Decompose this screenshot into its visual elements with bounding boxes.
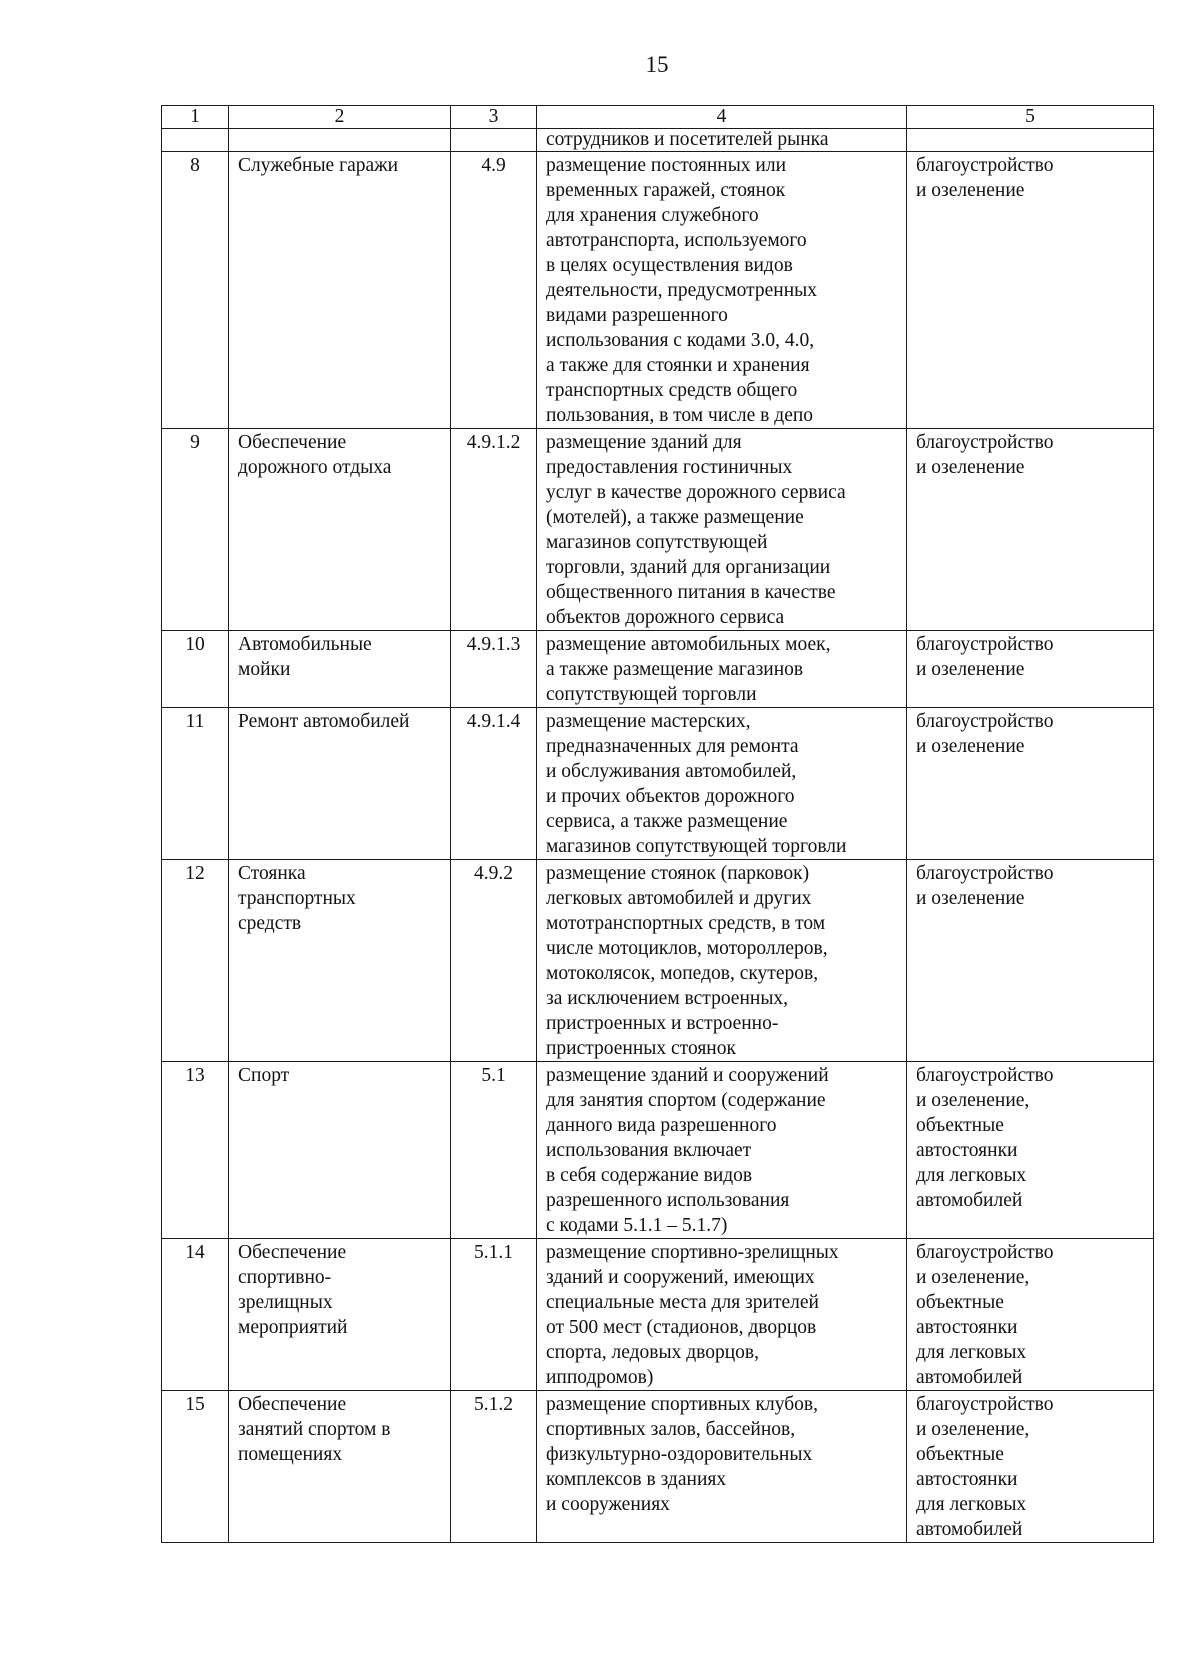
description-line: для хранения служебного	[546, 205, 759, 226]
params-line: для легковых	[916, 1342, 1027, 1363]
params-line: и озеленение	[916, 457, 1025, 478]
description-line: объектов дорожного сервиса	[546, 607, 785, 628]
name-line: Стоянка	[238, 863, 306, 884]
description-line: данного вида разрешенного	[546, 1115, 777, 1136]
row-name-cell	[229, 631, 451, 708]
row-parameters-cell	[907, 429, 1154, 631]
description-line: и прочих объектов дорожного	[546, 786, 795, 807]
description-line: транспортных средств общего	[546, 380, 798, 401]
row-code-cell: 4.9.2	[451, 860, 537, 1062]
description-line: пристроенных и встроенно-	[546, 1013, 779, 1034]
description-line: размещение спортивных клубов,	[546, 1394, 819, 1415]
row-parameters-cell	[907, 1239, 1154, 1391]
table-row	[162, 1062, 1154, 1239]
table-row	[162, 708, 1154, 860]
params-line: и озеленение,	[916, 1267, 1030, 1288]
row-code-cell: 4.9.1.3	[451, 631, 537, 708]
description-line: от 500 мест (стадионов, дворцов	[546, 1317, 817, 1338]
description-line: размещение зданий для	[546, 432, 742, 453]
page-number: 15	[645, 52, 669, 77]
row-parameters-cell	[907, 152, 1154, 429]
row-code-cell: 4.9.1.4	[451, 708, 537, 860]
description-line: пристроенных стоянок	[546, 1038, 736, 1059]
row-number-cell: 12	[162, 860, 229, 1062]
description-line: торговли, зданий для организации	[546, 557, 831, 578]
continuation-code-cell	[451, 129, 537, 152]
land-use-table	[161, 105, 1154, 1543]
description-line: для занятия спортом (содержание	[546, 1090, 826, 1111]
params-line: объектные	[916, 1115, 1004, 1136]
row-name-cell	[229, 1239, 451, 1391]
row-number-cell: 9	[162, 429, 229, 631]
description-line: предоставления гостиничных	[546, 457, 793, 478]
description-line: использования с кодами 3.0, 4.0,	[546, 330, 815, 351]
row-number-cell: 11	[162, 708, 229, 860]
params-line: автостоянки	[916, 1317, 1018, 1338]
description-line: использования включает	[546, 1140, 752, 1161]
row-description-cell	[537, 708, 907, 860]
row-number-cell: 8	[162, 152, 229, 429]
description-line: деятельности, предусмотренных	[546, 280, 818, 301]
continuation-name-cell	[229, 129, 451, 152]
params-line: и озеленение,	[916, 1419, 1030, 1440]
params-line: для легковых	[916, 1494, 1027, 1515]
params-line: благоустройство	[916, 863, 1054, 884]
description-line: в себя содержание видов	[546, 1165, 753, 1186]
description-line: размещение спортивно-зрелищных	[546, 1242, 839, 1263]
description-line: с кодами 5.1.1 – 5.1.7)	[546, 1215, 728, 1236]
description-line: комплексов в зданиях	[546, 1469, 727, 1490]
row-description-cell	[537, 1391, 907, 1543]
description-line: мототранспортных средств, в том	[546, 913, 826, 934]
row-parameters-cell	[907, 1391, 1154, 1543]
params-line: благоустройство	[916, 711, 1054, 732]
row-name-cell	[229, 1062, 451, 1239]
description-line: магазинов сопутствующей торговли	[546, 836, 847, 857]
params-line: благоустройство	[916, 155, 1054, 176]
description-line: услуг в качестве дорожного сервиса	[546, 482, 846, 503]
row-name-cell	[229, 860, 451, 1062]
description-line: (мотелей), а также размещение	[546, 507, 804, 528]
params-line: автомобилей	[916, 1190, 1023, 1211]
row-description-cell	[537, 860, 907, 1062]
name-line: дорожного отдыха	[238, 457, 392, 478]
continuation-parameters-cell	[907, 129, 1154, 152]
params-line: благоустройство	[916, 1242, 1054, 1263]
name-line: мойки	[238, 659, 291, 680]
table-row	[162, 1239, 1154, 1391]
row-code-cell: 4.9.1.2	[451, 429, 537, 631]
description-line: сервиса, а также размещение	[546, 811, 788, 832]
name-line: помещениях	[238, 1444, 343, 1465]
column-header-parameters: 5	[907, 106, 1154, 129]
row-name-cell	[229, 708, 451, 860]
row-code-cell: 4.9	[451, 152, 537, 429]
description-line: в целях осуществления видов	[546, 255, 793, 276]
name-line: Обеспечение	[238, 1394, 347, 1415]
description-line: видами разрешенного	[546, 305, 728, 326]
params-line: благоустройство	[916, 432, 1054, 453]
params-line: и озеленение	[916, 180, 1025, 201]
column-header-name: 2	[229, 106, 451, 129]
row-code-cell: 5.1.2	[451, 1391, 537, 1543]
description-line: легковых автомобилей и других	[546, 888, 812, 909]
description-line: размещение стоянок (парковок)	[546, 863, 810, 884]
table-row	[162, 429, 1154, 631]
description-line: предназначенных для ремонта	[546, 736, 799, 757]
description-line: размещение автомобильных моек,	[546, 634, 831, 655]
table-body	[162, 106, 1154, 1543]
params-line: и озеленение	[916, 888, 1025, 909]
params-line: автомобилей	[916, 1519, 1023, 1540]
params-line: объектные	[916, 1292, 1004, 1313]
row-description-cell	[537, 1062, 907, 1239]
name-line: транспортных	[238, 888, 356, 909]
params-line: автостоянки	[916, 1140, 1018, 1161]
description-line: автотранспорта, используемого	[546, 230, 807, 251]
row-description-cell	[537, 429, 907, 631]
row-number-cell: 10	[162, 631, 229, 708]
name-line: Обеспечение	[238, 432, 347, 453]
description-line: специальные места для зрителей	[546, 1292, 819, 1313]
row-number-cell: 14	[162, 1239, 229, 1391]
name-line: Ремонт автомобилей	[238, 711, 410, 732]
row-parameters-cell	[907, 860, 1154, 1062]
column-header-code: 3	[451, 106, 537, 129]
row-name-cell	[229, 1391, 451, 1543]
params-line: и озеленение,	[916, 1090, 1030, 1111]
name-line: средств	[238, 913, 302, 934]
column-header-description: 4	[537, 106, 907, 129]
description-line: пользования, в том числе в депо	[546, 405, 814, 426]
name-line: занятий спортом в	[238, 1419, 391, 1440]
row-parameters-cell	[907, 631, 1154, 708]
params-line: и озеленение	[916, 736, 1025, 757]
row-name-cell	[229, 152, 451, 429]
description-line: размещение постоянных или	[546, 155, 787, 176]
description-line: числе мотоциклов, мотороллеров,	[546, 938, 828, 959]
row-description-cell	[537, 1239, 907, 1391]
row-name-cell	[229, 429, 451, 631]
params-line: для легковых	[916, 1165, 1027, 1186]
params-line: автостоянки	[916, 1469, 1018, 1490]
name-line: спортивно-	[238, 1267, 332, 1288]
description-line: зданий и сооружений, имеющих	[546, 1267, 815, 1288]
description-line: и сооружениях	[546, 1494, 670, 1515]
row-number-cell: 15	[162, 1391, 229, 1543]
row-description-cell	[537, 631, 907, 708]
description-line: за исключением встроенных,	[546, 988, 789, 1009]
table-row	[162, 860, 1154, 1062]
description-line: общественного питания в качестве	[546, 582, 836, 603]
description-line: сопутствующей торговли	[546, 684, 757, 705]
row-code-cell: 5.1.1	[451, 1239, 537, 1391]
name-line: зрелищных	[238, 1292, 333, 1313]
row-code-cell: 5.1	[451, 1062, 537, 1239]
description-line: физкультурно-оздоровительных	[546, 1444, 813, 1465]
description-line: размещение мастерских,	[546, 711, 751, 732]
table-row	[162, 152, 1154, 429]
name-line: Автомобильные	[238, 634, 372, 655]
params-line: автомобилей	[916, 1367, 1023, 1388]
description-line: а также размещение магазинов	[546, 659, 804, 680]
table-row	[162, 631, 1154, 708]
continuation-number-cell	[162, 129, 229, 152]
params-line: благоустройство	[916, 1065, 1054, 1086]
description-line: а также для стоянки и хранения	[546, 355, 810, 376]
description-line: магазинов сопутствующей	[546, 532, 768, 553]
row-parameters-cell	[907, 708, 1154, 860]
description-line: ипподромов)	[546, 1367, 654, 1388]
description-line: временных гаражей, стоянок	[546, 180, 786, 201]
row-number-cell: 13	[162, 1062, 229, 1239]
description-line: разрешенного использования	[546, 1190, 790, 1211]
name-line: Спорт	[238, 1065, 290, 1086]
name-line: мероприятий	[238, 1317, 348, 1338]
description-line: и обслуживания автомобилей,	[546, 761, 797, 782]
table-row	[162, 1391, 1154, 1543]
column-header-number: 1	[162, 106, 229, 129]
name-line: Обеспечение	[238, 1242, 347, 1263]
description-line: спорта, ледовых дворцов,	[546, 1342, 759, 1363]
row-description-cell	[537, 152, 907, 429]
params-line: объектные	[916, 1444, 1004, 1465]
params-line: и озеленение	[916, 659, 1025, 680]
description-line: мотоколясок, мопедов, скутеров,	[546, 963, 819, 984]
params-line: благоустройство	[916, 1394, 1054, 1415]
row-parameters-cell	[907, 1062, 1154, 1239]
continuation-row	[162, 129, 1154, 152]
description-line: размещение зданий и сооружений	[546, 1065, 829, 1086]
params-line: благоустройство	[916, 634, 1054, 655]
table-header-row	[162, 106, 1154, 129]
name-line: Служебные гаражи	[238, 155, 399, 176]
continuation-description-cell: сотрудников и посетителей рынка	[537, 129, 907, 152]
description-line: спортивных залов, бассейнов,	[546, 1419, 796, 1440]
